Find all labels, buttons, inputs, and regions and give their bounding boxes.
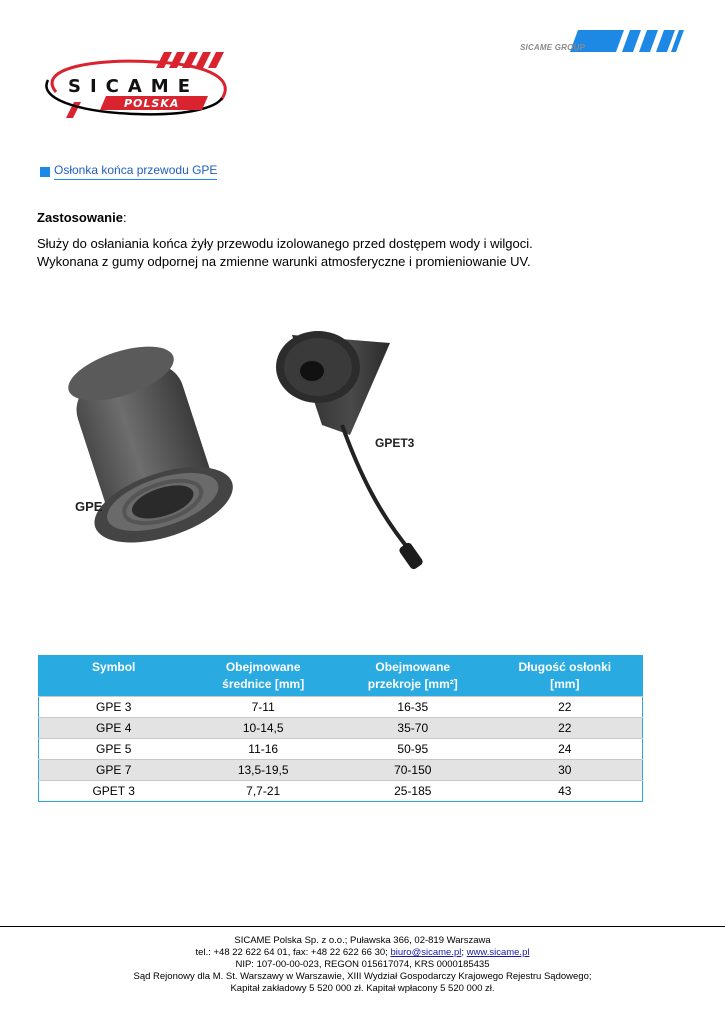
header-cross-section: Obejmowane przekroje [mm²] xyxy=(338,656,488,697)
footer-contact-line: tel.: +48 22 622 64 01, fax: +48 22 622 66 30; biuro@sicame.pl; www.sicame.pl xyxy=(195,947,530,958)
cell-cross-section: 70-150 xyxy=(338,760,488,781)
table-row xyxy=(39,697,643,718)
gpe-product xyxy=(60,330,242,557)
cell-symbol: GPE 3 xyxy=(39,697,189,718)
usage-label: Zastosowanie: xyxy=(37,210,127,225)
cell-diameter: 7,7-21 xyxy=(188,781,338,802)
cell-cross-section: 16-35 xyxy=(338,697,488,718)
header-length: Długość osłonki [mm] xyxy=(488,656,643,697)
table-header-row xyxy=(39,656,643,697)
cell-length: 30 xyxy=(488,760,643,781)
footer-court-registry: Sąd Rejonowy dla M. St. Warszawy w Warszawie, XIII Wydział Gospodarczy Krajowego Rejestru Sądowego; xyxy=(133,971,592,982)
cell-symbol: GPET 3 xyxy=(39,781,189,802)
footer-divider xyxy=(0,926,725,927)
section-heading-text: Osłonka końca przewodu GPE xyxy=(54,163,217,180)
gpe-image-label: GPE xyxy=(75,499,103,514)
sicame-polska-logo xyxy=(36,50,231,125)
cell-symbol: GPE 4 xyxy=(39,718,189,739)
heading-bullet-icon xyxy=(40,167,50,177)
product-photo xyxy=(60,325,460,580)
section-heading xyxy=(40,163,220,181)
cell-diameter: 11-16 xyxy=(188,739,338,760)
footer-company-address: SICAME Polska Sp. z o.o.; Puławska 366, 02-819 Warszawa xyxy=(234,935,491,946)
logo-main-text: SICAME xyxy=(68,76,200,97)
group-logo-text: SICAME GROUP xyxy=(520,43,586,52)
footer xyxy=(0,935,725,995)
gpet3-image-label: GPET3 xyxy=(375,436,415,450)
cell-symbol: GPE 7 xyxy=(39,760,189,781)
cell-cross-section: 25-185 xyxy=(338,781,488,802)
cell-diameter: 7-11 xyxy=(188,697,338,718)
cell-diameter: 13,5-19,5 xyxy=(188,760,338,781)
sicame-group-logo xyxy=(516,27,686,55)
cell-length: 22 xyxy=(488,697,643,718)
table-row xyxy=(39,760,643,781)
footer-website-link[interactable]: www.sicame.pl xyxy=(466,947,530,958)
cell-length: 43 xyxy=(488,781,643,802)
table-row xyxy=(39,739,643,760)
header-symbol: Symbol xyxy=(39,656,189,697)
footer-capital: Kapitał zakładowy 5 520 000 zł. Kapitał wpłacony 5 520 000 zł. xyxy=(230,983,495,994)
cell-symbol: GPE 5 xyxy=(39,739,189,760)
description-line-2: Wykonana z gumy odpornej na zmienne warunki atmosferyczne i promieniowanie UV. xyxy=(37,254,531,269)
description-line-1: Służy do osłaniania końca żyły przewodu izolowanego przed dostępem wody i wilgoci. xyxy=(37,236,533,251)
cell-diameter: 10-14,5 xyxy=(188,718,338,739)
gpet3-product xyxy=(276,331,424,571)
cell-cross-section: 35-70 xyxy=(338,718,488,739)
cell-length: 24 xyxy=(488,739,643,760)
cell-length: 22 xyxy=(488,718,643,739)
specification-table xyxy=(38,655,643,802)
header-diameter: Obejmowane średnice [mm] xyxy=(188,656,338,697)
logo-sub-text: POLSKA xyxy=(124,97,180,110)
cell-cross-section: 50-95 xyxy=(338,739,488,760)
footer-email-link[interactable]: biuro@sicame.pl xyxy=(390,947,462,958)
table-row xyxy=(39,718,643,739)
table-row xyxy=(39,781,643,802)
footer-registration-numbers: NIP: 107-00-00-023, REGON 015617074, KRS 0000185435 xyxy=(235,959,490,970)
